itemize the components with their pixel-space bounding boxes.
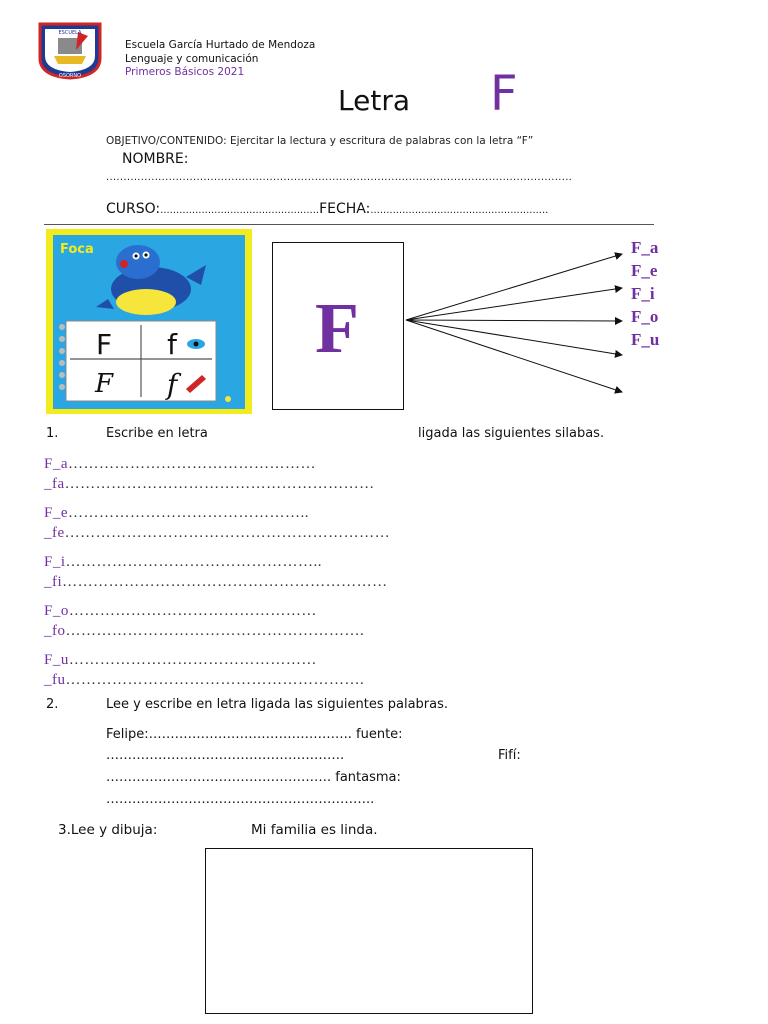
subject-name: Lenguaje y comunicación	[125, 53, 259, 65]
syllable-upper: F_i	[44, 554, 66, 570]
arrow-syllable: F_o	[631, 307, 659, 326]
syllable-row	[44, 503, 390, 543]
curso-label: CURSO:	[106, 201, 161, 217]
arrow-to-fe	[406, 288, 622, 320]
arrow-syllable: F_e	[631, 261, 658, 280]
syllable-lower: _fi	[44, 574, 63, 590]
writing-line[interactable]: ……………………………………………………	[64, 476, 375, 492]
writing-line[interactable]: …………………………………………..	[65, 554, 323, 570]
seal-letter-card	[46, 229, 252, 414]
arrows-diagram	[400, 240, 630, 400]
syllable-lower: _fo	[44, 623, 66, 639]
writing-line[interactable]: …………………………………………	[68, 603, 317, 619]
svg-text:f: f	[167, 328, 177, 361]
arrow-to-fu	[406, 320, 622, 392]
curso-line: ..................................................	[160, 205, 320, 216]
syllable-row	[44, 650, 390, 690]
syllable-upper: F_o	[44, 603, 69, 619]
svg-text:ESCUELA: ESCUELA	[58, 30, 82, 36]
svg-text:OSORNO: OSORNO	[58, 73, 82, 79]
writing-line[interactable]: ………………………………………………………	[64, 525, 391, 541]
writing-line[interactable]: ………………………………………………….	[65, 672, 365, 688]
writing-line[interactable]: ………………………………………………….	[65, 623, 365, 639]
syllable-upper: F_a	[44, 456, 68, 472]
nombre-line: ......................................................................................................................................	[106, 172, 573, 183]
grade-label: Primeros Básicos 2021	[125, 66, 245, 78]
objective-text: OBJETIVO/CONTENIDO: Ejercitar la lectura y escritura de palabras con la letra “F”	[106, 135, 534, 147]
svg-text:F: F	[94, 369, 114, 399]
exercise2-line-3[interactable]: ……………………………………………. fantasma:	[106, 770, 401, 785]
syllable-row	[44, 601, 390, 641]
title-letter: F	[490, 66, 518, 122]
fecha-line: ........................................................	[370, 205, 549, 216]
writing-line[interactable]: …………………………………………	[68, 456, 316, 472]
exercise2-line-1[interactable]: Felipe:……………………………………….. fuente:	[106, 727, 403, 742]
exercise3-label: 3.Lee y dibuja:	[58, 822, 158, 838]
arrow-syllable: F_u	[631, 330, 660, 349]
exercise1-text-b: ligada las siguientes silabas.	[418, 426, 605, 441]
syllable-lower: _fu	[44, 672, 66, 688]
big-letter: F	[315, 288, 359, 368]
nombre-label: NOMBRE:	[122, 151, 189, 167]
drawing-box[interactable]	[205, 848, 533, 1014]
arrow-to-fa	[406, 254, 622, 320]
exercise2-line-4[interactable]: ……………………………………………………..	[106, 792, 375, 807]
title-word: Letra	[338, 84, 410, 117]
svg-text:F: F	[95, 328, 113, 361]
syllable-lower: _fa	[44, 476, 65, 492]
arrow-syllable: F_i	[631, 284, 655, 303]
syllable-lower: _fe	[44, 525, 65, 541]
curso-field	[106, 201, 548, 217]
exercise2-word-fifi: Fifí:	[498, 748, 521, 763]
syllable-rows	[44, 454, 390, 690]
exercise2-number: 2.	[46, 697, 59, 712]
exercise3-sentence: Mi familia es linda.	[251, 822, 378, 838]
arrow-syllable-list	[631, 236, 659, 351]
writing-line[interactable]: …………………………………………	[68, 652, 317, 668]
arrow-syllable: F_a	[631, 238, 659, 257]
writing-line[interactable]: ………………………………………………………	[62, 574, 388, 590]
exercise1-text-a: Escribe en letra	[106, 426, 208, 441]
exercise2-line-2[interactable]: ……………………………………………….	[106, 748, 345, 763]
header-divider	[44, 224, 654, 225]
arrow-to-fo	[406, 320, 622, 355]
exercise2-text: Lee y escribe en letra ligada las siguientes palabras.	[106, 697, 449, 712]
syllable-row	[44, 454, 390, 494]
fecha-label: FECHA:	[319, 201, 371, 217]
school-name: Escuela García Hurtado de Mendoza	[125, 39, 316, 51]
exercise1-number: 1.	[46, 426, 59, 441]
svg-text:f: f	[166, 368, 178, 401]
arrow-to-fi	[406, 320, 622, 321]
writing-line[interactable]: ………………………………………..	[68, 505, 309, 521]
syllable-upper: F_e	[44, 505, 68, 521]
syllable-row	[44, 552, 390, 592]
svg-text:Foca: Foca	[60, 242, 94, 257]
school-logo	[38, 20, 102, 80]
syllable-upper: F_u	[44, 652, 69, 668]
